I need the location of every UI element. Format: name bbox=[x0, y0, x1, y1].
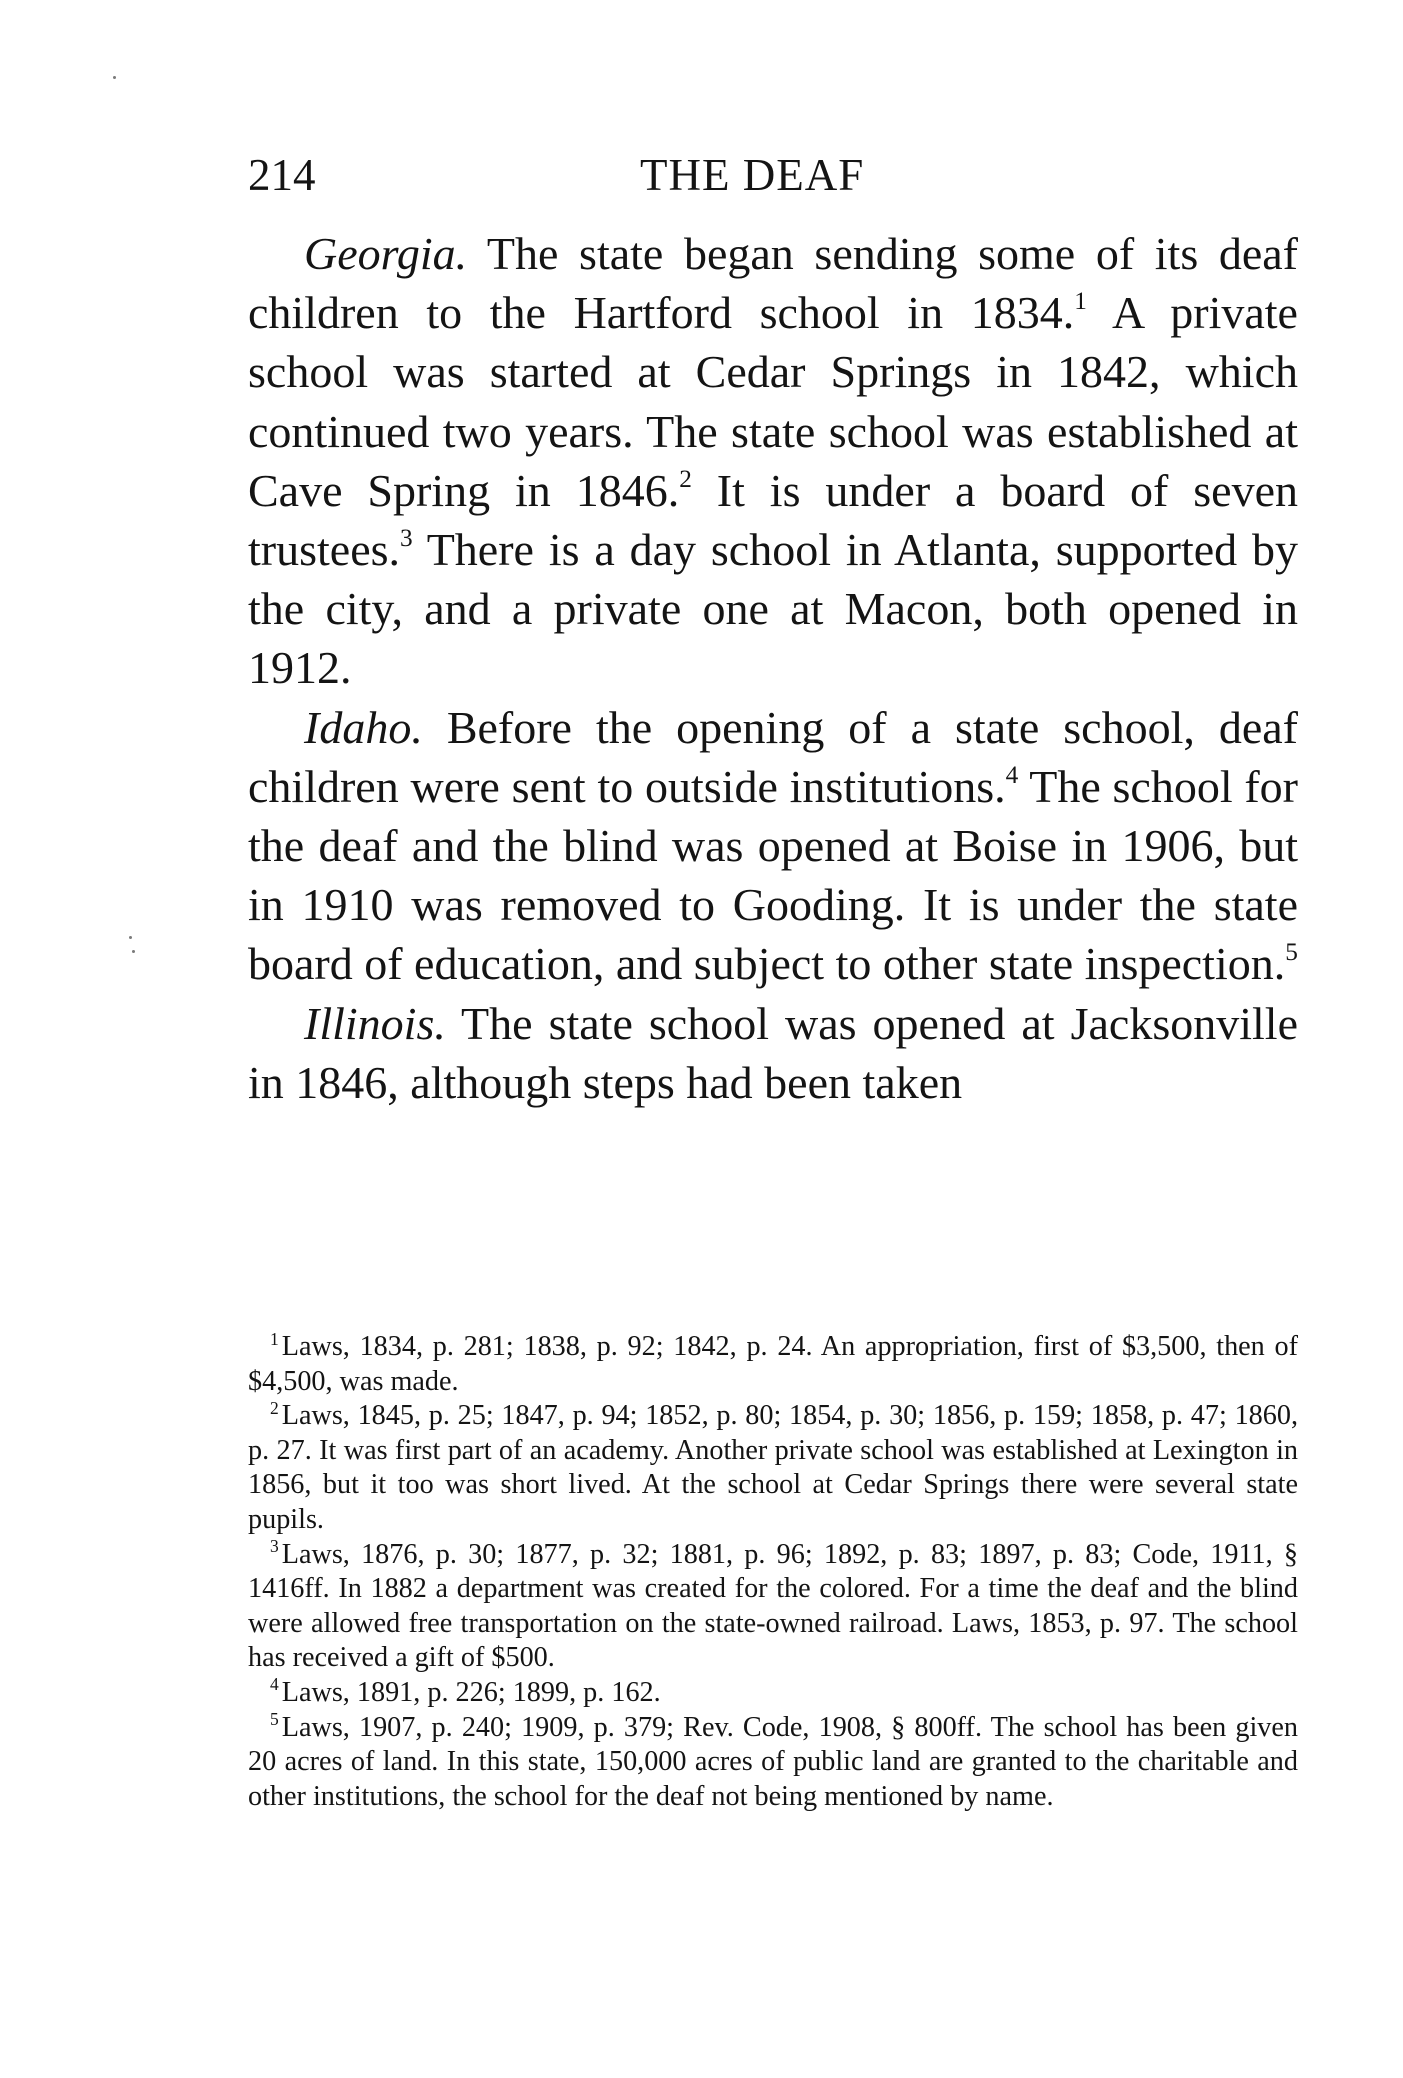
footnote-ref: 4 bbox=[1005, 760, 1019, 789]
footnote-mark: 1 bbox=[270, 1328, 279, 1349]
paragraph-idaho bbox=[248, 698, 1298, 994]
footnote-mark: 4 bbox=[270, 1674, 279, 1695]
footnote-text: Laws, 1845, p. 25; 1847, p. 94; 1852, p. 80; 1854, p. 30; 1856, p. 159; 1858, p. 47; 1860, p. 27. It was first part of an academy. Another private school was established at Lexington in 1856, but it too was short lived. At the school at Cedar Springs there were several state pupils. bbox=[248, 1400, 1298, 1535]
footnote-mark: 2 bbox=[270, 1397, 279, 1418]
footnote bbox=[248, 1538, 1298, 1676]
footnote bbox=[248, 1711, 1298, 1815]
main-text bbox=[248, 224, 1298, 1112]
section-heading-idaho: Idaho. bbox=[304, 701, 423, 753]
footnote-text: Laws, 1891, p. 226; 1899, p. 162. bbox=[281, 1676, 661, 1708]
footnote-text: Laws, 1834, p. 281; 1838, p. 92; 1842, p. 24. An appropriation, first of $3,500, then of $4,500, was made. bbox=[248, 1331, 1298, 1397]
footnote-ref: 2 bbox=[679, 464, 692, 493]
footnote-mark: 5 bbox=[270, 1709, 279, 1730]
footnote bbox=[248, 1330, 1298, 1399]
paragraph-text: The state began sending some of its deaf children to the Hartford school in 1834. bbox=[248, 228, 1299, 339]
paragraph-text: There is a day school in Atlanta, supported by the city, and a private one at Macon, both opened in 1912. bbox=[248, 524, 1298, 694]
paper-speck bbox=[113, 76, 116, 79]
paragraph-illinois bbox=[248, 994, 1298, 1112]
running-title: THE DEAF bbox=[640, 150, 865, 200]
section-heading-georgia: Georgia. bbox=[304, 228, 468, 279]
paragraph-text: The state school was opened at Jacksonville in 1846, although steps had been taken bbox=[248, 997, 1298, 1108]
section-heading-illinois: Illinois. bbox=[304, 997, 446, 1049]
paragraph-text: The school for the deaf and the blind was opened at Boise in 1906, but in 1910 was removed to Gooding. It is under the state board of education, and subject to other state inspection. bbox=[248, 760, 1299, 990]
page-number: 214 bbox=[248, 150, 316, 200]
paper-speck bbox=[129, 936, 132, 939]
paper-speck bbox=[132, 950, 135, 953]
paragraph-text: A private school was started at Cedar Springs in 1842, which continued two years. The state school was established at Cave Spring in 1846. bbox=[248, 287, 1298, 516]
running-head bbox=[248, 140, 1298, 210]
footnote-text: Laws, 1876, p. 30; 1877, p. 32; 1881, p. 96; 1892, p. 83; 1897, p. 83; Code, 1911, § 1416ff. In 1882 a department was created for the colored. For a time the deaf and the blind were allowed free transportation on the state-owned railroad. Laws, 1853, p. 97. The school has received a gift of $500. bbox=[248, 1538, 1298, 1674]
footnote bbox=[248, 1399, 1298, 1537]
footnote-ref: 3 bbox=[400, 524, 413, 553]
footnote bbox=[248, 1676, 1298, 1711]
paragraph-text: It is under a board of seven trustees. bbox=[248, 464, 1298, 576]
footnote-mark: 3 bbox=[270, 1536, 279, 1557]
footnote-text: Laws, 1907, p. 240; 1909, p. 379; Rev. Code, 1908, § 800ff. The school has been given 20 acres of land. In this state, 150,000 acres of public land are granted to the charitable and other institutions, the school for the deaf not being mentioned by name. bbox=[248, 1711, 1298, 1812]
footnote-ref: 1 bbox=[1074, 287, 1087, 316]
footnote-ref: 5 bbox=[1285, 938, 1298, 967]
paragraph-text: Before the opening of a state school, deaf children were sent to outside institutions. bbox=[248, 701, 1298, 812]
paragraph-georgia bbox=[248, 224, 1298, 698]
footnotes bbox=[248, 1330, 1298, 1814]
